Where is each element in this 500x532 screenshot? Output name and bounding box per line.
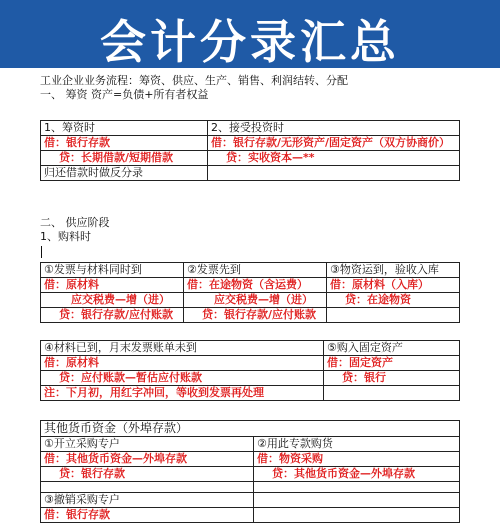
entry-credit: 贷：银行 (324, 371, 460, 386)
entry-credit: 贷：长期借款/短期借款 (41, 151, 208, 166)
table-purchase (40, 262, 460, 323)
cell-header: ②用此专款购货 (254, 437, 460, 452)
entry-credit: 贷：其他货币资金—外埠存款 (254, 467, 460, 482)
cell-header: ①开立采购专户 (41, 437, 254, 452)
cell-header: ④材料已到，月末发票账单未到 (41, 341, 324, 356)
entry-debit: 借：银行存款 (41, 508, 254, 523)
entry-credit: 贷：实收资本—** (208, 151, 460, 166)
entry-credit: 贷：应付账款—暂估应付账款 (41, 371, 324, 386)
section-subtitle: 1、购料时 (40, 230, 91, 243)
entry-debit: 借：银行存款/无形资产/固定资产（双方协商价） (208, 136, 460, 151)
entry-debit: 借：在途物资（含运费） (184, 278, 327, 293)
empty-cell (327, 308, 460, 323)
page-title: 会计分录汇总 (100, 15, 400, 69)
entry-debit: 借：银行存款 (41, 136, 208, 151)
cell-header: ⑤购入固定资产 (324, 341, 460, 356)
entry-debit: 借：固定资产 (324, 356, 460, 371)
table-title: 其他货币资金（外埠存款） (41, 421, 460, 437)
table-other-funds (40, 420, 460, 523)
cell-header: 2、接受投资时 (208, 121, 460, 136)
entry-credit: 贷：银行存款/应付账款 (41, 308, 184, 323)
empty-cell (41, 482, 254, 493)
empty-cell (254, 482, 460, 493)
cell-header: ②发票先到 (184, 263, 327, 278)
cell-header: 1、筹资时 (41, 121, 208, 136)
intro-line-2: 一、 筹资 资产=负债+所有者权益 (40, 88, 209, 101)
entry-tax: 应交税费—增（进） (41, 293, 184, 308)
entry-credit: 贷：银行存款/应付账款 (184, 308, 327, 323)
text-cursor (41, 246, 42, 258)
cell-header: ①发票与材料同时到 (41, 263, 184, 278)
cell-header: ③物资运到，验收入库 (327, 263, 460, 278)
empty-cell (254, 508, 460, 523)
entry-debit: 借：原材料 (41, 278, 184, 293)
entry-debit: 借：原材料 (41, 356, 324, 371)
entry-tax: 应交税费—增（进） (184, 293, 327, 308)
entry-debit: 借：其他货币资金—外埠存款 (41, 452, 254, 467)
entry-credit: 贷：在途物资 (327, 293, 460, 308)
empty-cell (324, 386, 460, 401)
empty-cell (208, 166, 460, 181)
section-title: 二、 供应阶段 (40, 216, 110, 229)
note: 注：下月初，用红字冲回，等收到发票再处理 (41, 386, 324, 401)
title-banner (0, 0, 500, 68)
table-unbilled (40, 340, 460, 401)
entry-debit: 借：原材料（入库） (327, 278, 460, 293)
note: 归还借款时做反分录 (41, 166, 208, 181)
empty-cell (254, 493, 460, 508)
intro-line-1: 工业企业业务流程：筹资、供应、生产、销售、利润结转、分配 (40, 74, 348, 87)
entry-debit: 借：物资采购 (254, 452, 460, 467)
table-financing (40, 120, 460, 181)
entry-credit: 贷：银行存款 (41, 467, 254, 482)
cell-header: ③撤销采购专户 (41, 493, 254, 508)
